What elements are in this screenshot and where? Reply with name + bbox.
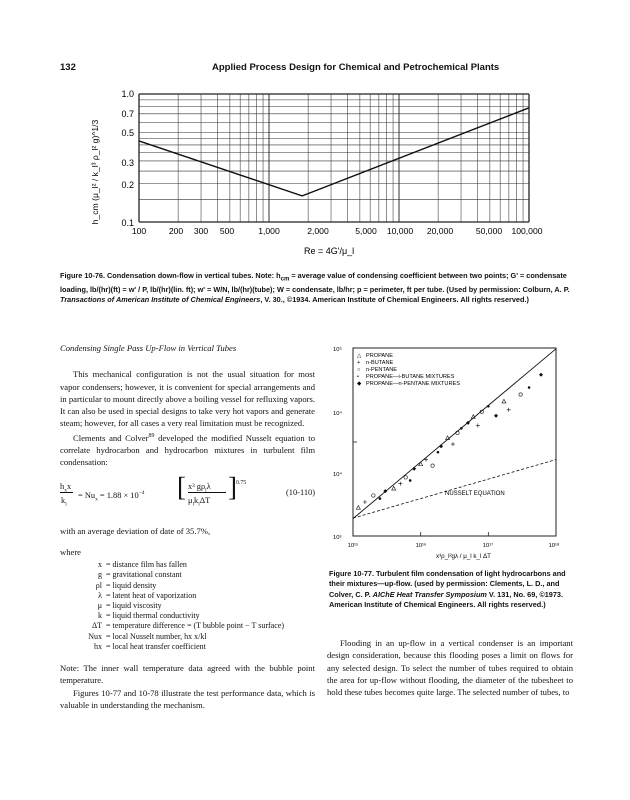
x-axis-label: x³ρ_l²gλ / μ_l k_l ΔT bbox=[436, 553, 491, 560]
figure-10-77-caption bbox=[329, 569, 573, 611]
definition-text: = distance film has fallen bbox=[106, 560, 187, 570]
legend-marker-n-pentane: ○ bbox=[357, 367, 361, 373]
eq-h: h bbox=[60, 481, 65, 491]
page-header bbox=[60, 62, 570, 76]
running-title: Applied Process Design for Chemical and Petrochemical Plants bbox=[212, 62, 500, 73]
reference-number: 89 bbox=[148, 432, 155, 439]
x-tick-5000: 5,000 bbox=[355, 226, 377, 236]
nusselt-equation-line bbox=[353, 460, 556, 519]
figure-10-77-chart bbox=[333, 336, 573, 572]
y-tick-upper: 10⁴ bbox=[333, 411, 342, 417]
data-point bbox=[379, 497, 382, 500]
x-tick-300: 300 bbox=[193, 226, 209, 236]
definition-row bbox=[60, 621, 315, 631]
data-point bbox=[539, 373, 543, 377]
caption-sub: cm bbox=[280, 275, 290, 283]
legend bbox=[357, 353, 460, 387]
y-axis-label: h_cm (μ_l² / k_l³ ρ_l² g)^1/3 bbox=[90, 119, 100, 225]
eq-delta-t: ΔT bbox=[199, 495, 211, 505]
definition-text: = local Nusselt number, hx x/kl bbox=[106, 631, 207, 641]
y-tick-1e5: 10⁵ bbox=[333, 347, 342, 353]
eq-h-sub: x bbox=[64, 487, 67, 494]
data-point bbox=[507, 408, 511, 412]
data-point bbox=[502, 399, 506, 403]
y-tick-0.2: 0.2 bbox=[121, 180, 134, 190]
equation-10-110 bbox=[60, 471, 315, 521]
where-label: where bbox=[60, 546, 81, 557]
definition-symbol: k bbox=[98, 611, 102, 621]
data-point bbox=[398, 482, 402, 486]
y-tick-0.5: 0.5 bbox=[121, 128, 134, 138]
eq-k-sub: l bbox=[65, 501, 67, 508]
legend-propane-i-butane: PROPANE—i-BUTANE MIXTURES bbox=[366, 374, 455, 380]
y-tick-labels bbox=[121, 89, 134, 228]
data-point bbox=[363, 500, 367, 504]
y-tick-1.0: 1.0 bbox=[121, 89, 134, 99]
chart-grid bbox=[139, 94, 529, 222]
definition-row bbox=[60, 642, 315, 652]
data-point bbox=[412, 467, 416, 471]
author-names: Clements and Colver bbox=[73, 432, 149, 443]
y-tick-0.3: 0.3 bbox=[121, 158, 134, 168]
y-tick-1e4: 10⁴ bbox=[333, 472, 342, 478]
definition-row bbox=[60, 560, 315, 570]
data-point bbox=[476, 423, 480, 427]
data-point bbox=[451, 442, 455, 446]
caption-lead: Figure 10-77. Turbulent film condensation of light hydrocarbons and their mixtures—up-flow. (used by permission: Clements, L. D., and Colver, C. P. bbox=[329, 569, 566, 599]
data-point bbox=[404, 476, 407, 479]
definition-row bbox=[60, 632, 315, 642]
deviation-text: with an average deviation of date of 35.7%, bbox=[60, 525, 211, 536]
definition-symbol: Nux bbox=[88, 631, 102, 641]
eq-bracket-right: ] bbox=[228, 471, 237, 502]
x-tick-100000: 100,000 bbox=[511, 226, 543, 236]
definition-text: = latent heat of vaporization bbox=[106, 590, 197, 600]
data-point bbox=[419, 462, 423, 466]
x-tick-1e16: 10¹⁶ bbox=[415, 543, 427, 549]
y-tick-0.7: 0.7 bbox=[121, 109, 134, 119]
data-point bbox=[439, 444, 443, 448]
eq-power: 0.75 bbox=[236, 479, 247, 486]
eq-inner-num-sub: l bbox=[205, 487, 207, 494]
definition-row bbox=[60, 611, 315, 621]
eq-exponent: −4 bbox=[138, 489, 145, 496]
data-point bbox=[437, 451, 440, 454]
legend-propane-n-pentane: PROPANE—n-PENTANE MIXTURES bbox=[366, 381, 460, 387]
caption-journal: AIChE Heat Transfer Symposium bbox=[372, 589, 487, 599]
definition-text: = gravitational constant bbox=[106, 570, 182, 580]
x-tick-50000: 50,000 bbox=[475, 226, 503, 236]
data-point bbox=[372, 494, 375, 497]
definition-text: = liquid thermal conductivity bbox=[106, 611, 200, 621]
eq-x: x bbox=[66, 481, 72, 491]
y-tick-1e3: 10³ bbox=[333, 535, 342, 541]
eq-lhs-denominator bbox=[61, 495, 67, 511]
eq-inner-num-text: x³ gρ bbox=[188, 481, 206, 491]
data-point bbox=[409, 479, 412, 482]
nusselt-equation-label: NUSSELT EQUATION bbox=[445, 491, 505, 497]
x-tick-500: 500 bbox=[219, 226, 235, 236]
caption-lead: Figure 10-76. Condensation down-flow in vertical tubes. Note: h bbox=[60, 271, 281, 280]
eq-middle bbox=[78, 487, 145, 506]
x-tick-2000: 2,000 bbox=[307, 226, 329, 236]
legend-marker-propane-i-butane: • bbox=[357, 374, 359, 380]
eq-inner-fraction-bar bbox=[188, 492, 226, 493]
paragraph-3: Figures 10-77 and 10-78 illustrate the test performance data, which is valuable in understanding the mechanism. bbox=[60, 687, 315, 710]
note-paragraph: Note: The inner wall temperature data agreed with the bubble point temperature. bbox=[60, 662, 315, 686]
data-point bbox=[519, 393, 522, 396]
figure-10-76-caption bbox=[60, 271, 573, 306]
data-point bbox=[392, 486, 396, 490]
definition-symbol: ρl bbox=[95, 580, 102, 590]
x-tick-1e18: 10¹⁸ bbox=[548, 543, 560, 549]
legend-n-butane: n-BUTANE bbox=[366, 360, 394, 366]
x-tick-200: 200 bbox=[168, 226, 184, 236]
paragraph-2 bbox=[60, 430, 315, 469]
eq-bracket-left: [ bbox=[177, 471, 186, 502]
x-tick-1e17: 10¹⁷ bbox=[482, 543, 494, 549]
x-tick-labels bbox=[348, 542, 560, 549]
legend-marker-n-butane: + bbox=[357, 360, 361, 366]
data-point bbox=[494, 414, 498, 418]
paragraph-1: This mechanical configuration is not the usual situation for most vapor condensers; however, it is convenient for special arrangements and in particular to mount directly above a boiling vessel for refluxing vapors. It can also be used in special designs to take very hot vapors and generate steam; however, for all cases a very real limitation must be recognized. bbox=[60, 369, 315, 429]
definition-symbol: λ bbox=[98, 590, 102, 600]
condensation-curve bbox=[139, 108, 529, 196]
definition-row bbox=[60, 570, 315, 580]
x-tick-100: 100 bbox=[131, 226, 147, 236]
caption-body: = average value of condensing coefficient between two points; G' = condensate loading, lb/(hr)(ft) = w' / P, lb/(hr)(lin. ft); w' = W/N, lb/(hr)(tube); W = condensate, lb/hr; p = perimeter, ft per tube. (Used by permission: Colburn, A. P. bbox=[60, 271, 570, 294]
eq-k2-sub: l bbox=[198, 501, 200, 508]
definition-row bbox=[60, 591, 315, 601]
y-tick-labels bbox=[333, 346, 342, 541]
eq-k2: k bbox=[194, 495, 199, 505]
definition-text: = temperature difference = (T bubble point − T surface) bbox=[106, 621, 284, 631]
paragraph-2-text: developed the modified Nusselt equation to correlate hydrocarbon and hydrocarbon mixtures in turbulent film condensation: bbox=[60, 432, 315, 468]
definition-text: = liquid density bbox=[106, 580, 157, 590]
eq-number: (10-110) bbox=[286, 487, 315, 497]
x-tick-1e15: 10¹⁵ bbox=[347, 543, 359, 549]
definition-symbol: x bbox=[98, 560, 102, 570]
y-tick-0.1: 0.1 bbox=[121, 218, 134, 228]
eq-equals-nu: = Nu bbox=[78, 490, 96, 500]
eq-coefficient: = 1.88 × 10 bbox=[99, 490, 139, 500]
x-tick-10000: 10,000 bbox=[386, 226, 414, 236]
legend-marker-propane: △ bbox=[357, 353, 362, 359]
x-tick-labels bbox=[132, 226, 543, 236]
caption-tail: V. 131, No. 69, ©1973. American Institute of Chemical Engineers. All rights reserved.) bbox=[329, 589, 563, 610]
definition-symbol: μ bbox=[97, 600, 102, 610]
eq-mu: μ bbox=[188, 495, 193, 505]
right-column-text: Flooding in an up-flow in a vertical condenser is an important design consideration, because this flooding poses a limit on flows for any selected design. To select the number of tubes required to obtain the area for up-flow without flooding, the diameter of the tubesheet to hold these tubes becomes quite large. The selected number of tubes, to bbox=[327, 638, 573, 698]
legend-n-pentane: n-PENTANE bbox=[366, 367, 397, 373]
caption-tail: , V. 30., ©1934. American Institute of Chemical Engineers. All rights reserved.) bbox=[260, 295, 529, 305]
caption-journal: Transactions of American Institute of Chemical Engineers bbox=[60, 295, 261, 305]
data-point bbox=[528, 386, 531, 389]
definition-symbol: g bbox=[98, 570, 102, 580]
page-number: 132 bbox=[60, 62, 76, 73]
eq-inner-denominator bbox=[188, 495, 210, 511]
eq-k: k bbox=[61, 495, 66, 505]
x-tick-20000: 20,000 bbox=[426, 226, 454, 236]
left-column bbox=[60, 342, 315, 711]
data-point bbox=[431, 464, 434, 467]
legend-marker-propane-n-pentane: ◆ bbox=[357, 381, 362, 387]
x-tick-1000: 1,000 bbox=[258, 226, 280, 236]
legend-propane: PROPANE bbox=[366, 353, 393, 359]
data-point bbox=[487, 405, 490, 408]
definition-row bbox=[60, 601, 315, 611]
eq-lambda: λ bbox=[206, 481, 211, 491]
definition-symbol: ΔT bbox=[91, 621, 102, 631]
eq-lhs-fraction-bar bbox=[60, 492, 73, 493]
definition-row bbox=[60, 581, 315, 591]
eq-mu-sub: l bbox=[192, 501, 195, 508]
definition-symbol: hx bbox=[94, 641, 102, 651]
data-point bbox=[356, 506, 360, 510]
x-axis-label: Re = 4G'/μ_l bbox=[304, 246, 355, 256]
definition-text: = liquid viscosity bbox=[106, 600, 162, 610]
definition-text: = local heat transfer coefficient bbox=[106, 641, 206, 651]
definitions-list bbox=[60, 560, 315, 652]
eq-nu-sub: x bbox=[95, 496, 98, 502]
data-point bbox=[460, 427, 463, 430]
figure-10-76-chart bbox=[90, 82, 550, 272]
section-heading: Condensing Single Pass Up-Flow in Vertical Tubes bbox=[60, 343, 237, 353]
